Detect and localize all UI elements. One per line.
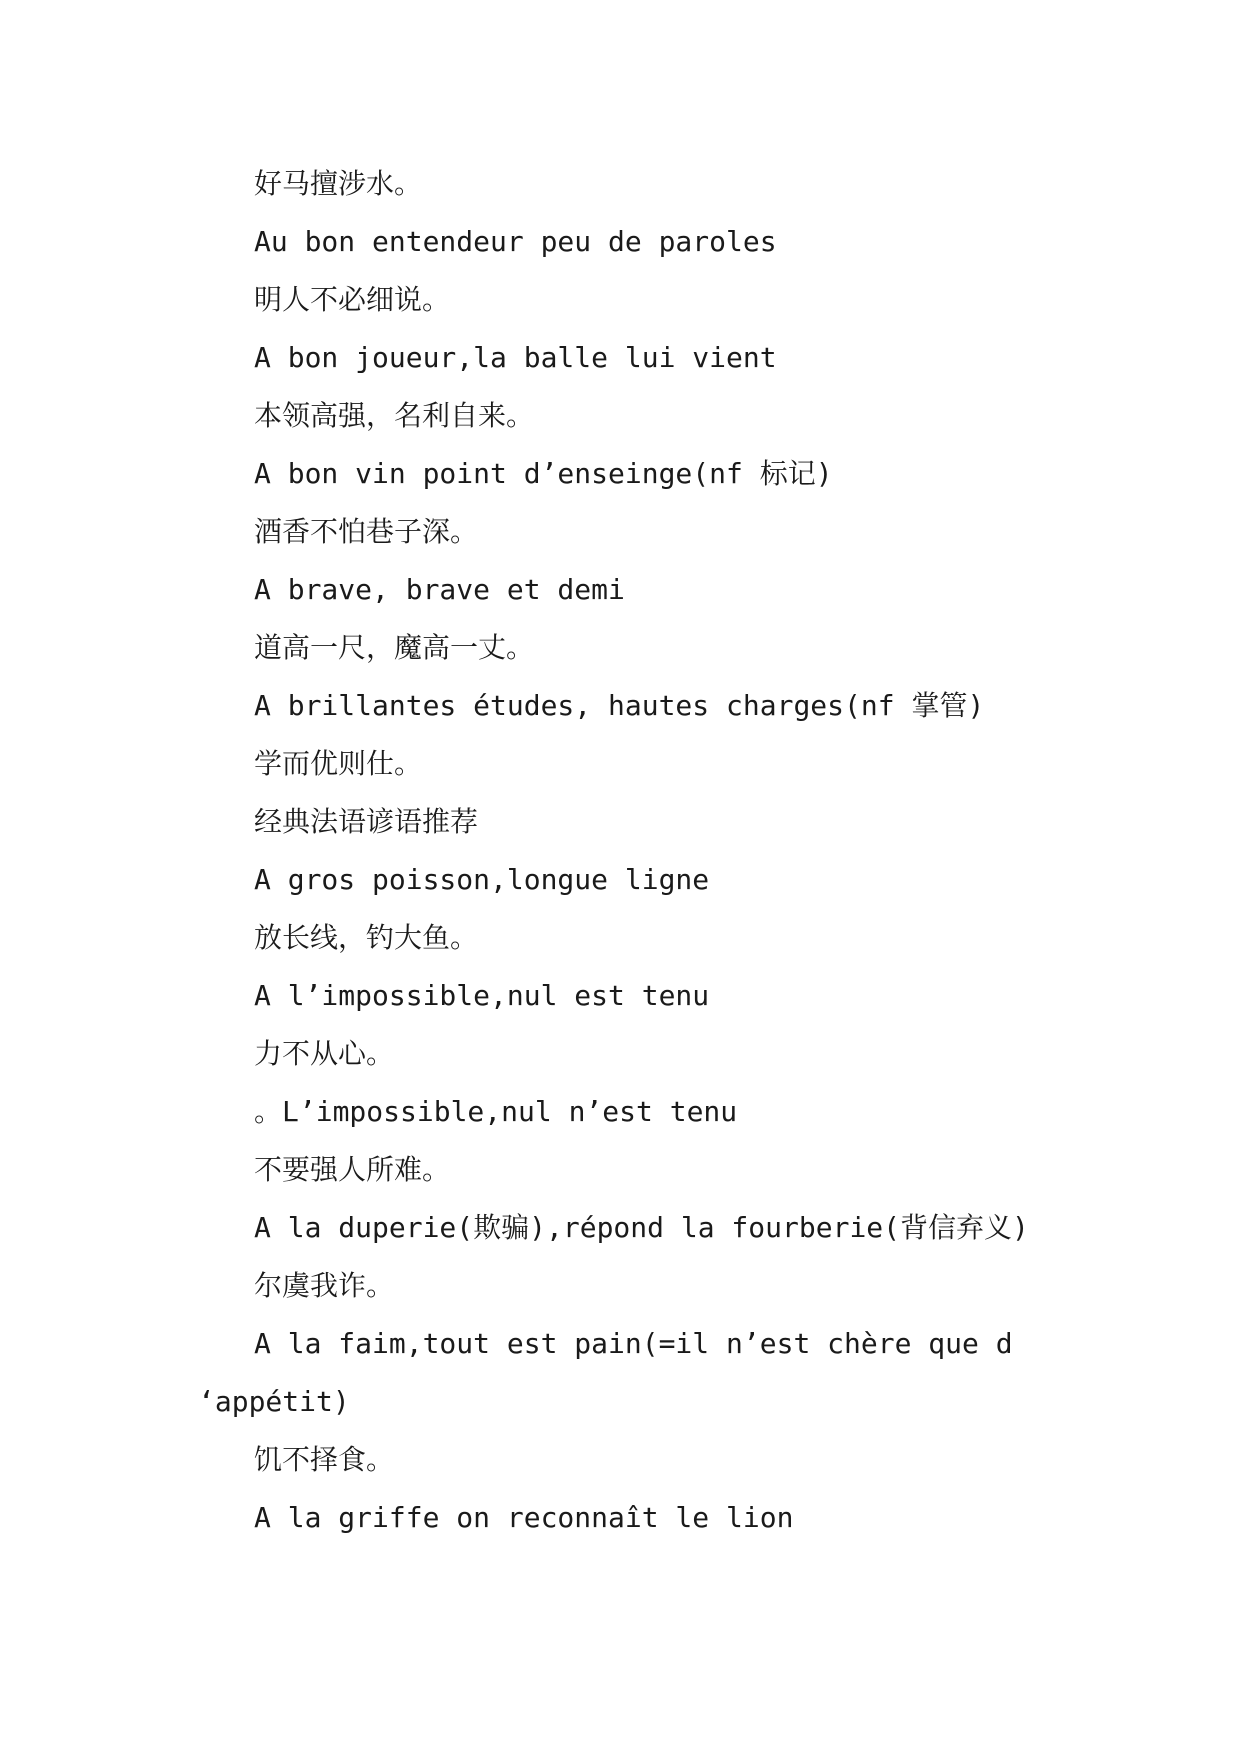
text-line: Au bon entendeur peu de paroles [254,225,777,258]
text-line: 。L’impossible,nul n’est tenu [254,1095,738,1128]
text-line: 尔虞我诈。 [254,1269,395,1302]
text-line: A bon joueur,la balle lui vient [254,341,777,374]
text-line-continuation: ‘appétit) [198,1385,350,1418]
text-line: 力不从心。 [254,1037,395,1070]
text-line: 放长线，钓大鱼。 [254,921,479,954]
text-line: 明人不必细说。 [254,283,451,316]
text-line: 酒香不怕巷子深。 [254,515,479,548]
text-line: A gros poisson,longue ligne [254,863,710,896]
text-line: 好马擅涉水。 [254,167,423,200]
text-line: 道高一尺，魔高一丈。 [254,631,535,664]
text-line: A la duperie(欺骗),répond la fourberie(背信弃义) [254,1211,1029,1244]
text-line: A brillantes études, hautes charges(nf 掌管) [254,689,985,722]
text-line: 不要强人所难。 [254,1153,451,1186]
text-line: A la faim,tout est pain(=il n’est chère que d [254,1327,1013,1360]
text-line: 学而优则仕。 [254,747,423,780]
text-line: 饥不择食。 [254,1443,395,1476]
text-line: A l’impossible,nul est tenu [254,979,710,1012]
text-line: A bon vin point d’enseinge(nf 标记) [254,457,833,490]
text-line: 本领高强，名利自来。 [254,399,535,432]
proverb-text-block [198,155,1068,1547]
text-line: A la griffe on reconnaît le lion [254,1501,794,1534]
text-line: A brave, brave et demi [254,573,625,606]
section-heading: 经典法语谚语推荐 [254,805,479,838]
